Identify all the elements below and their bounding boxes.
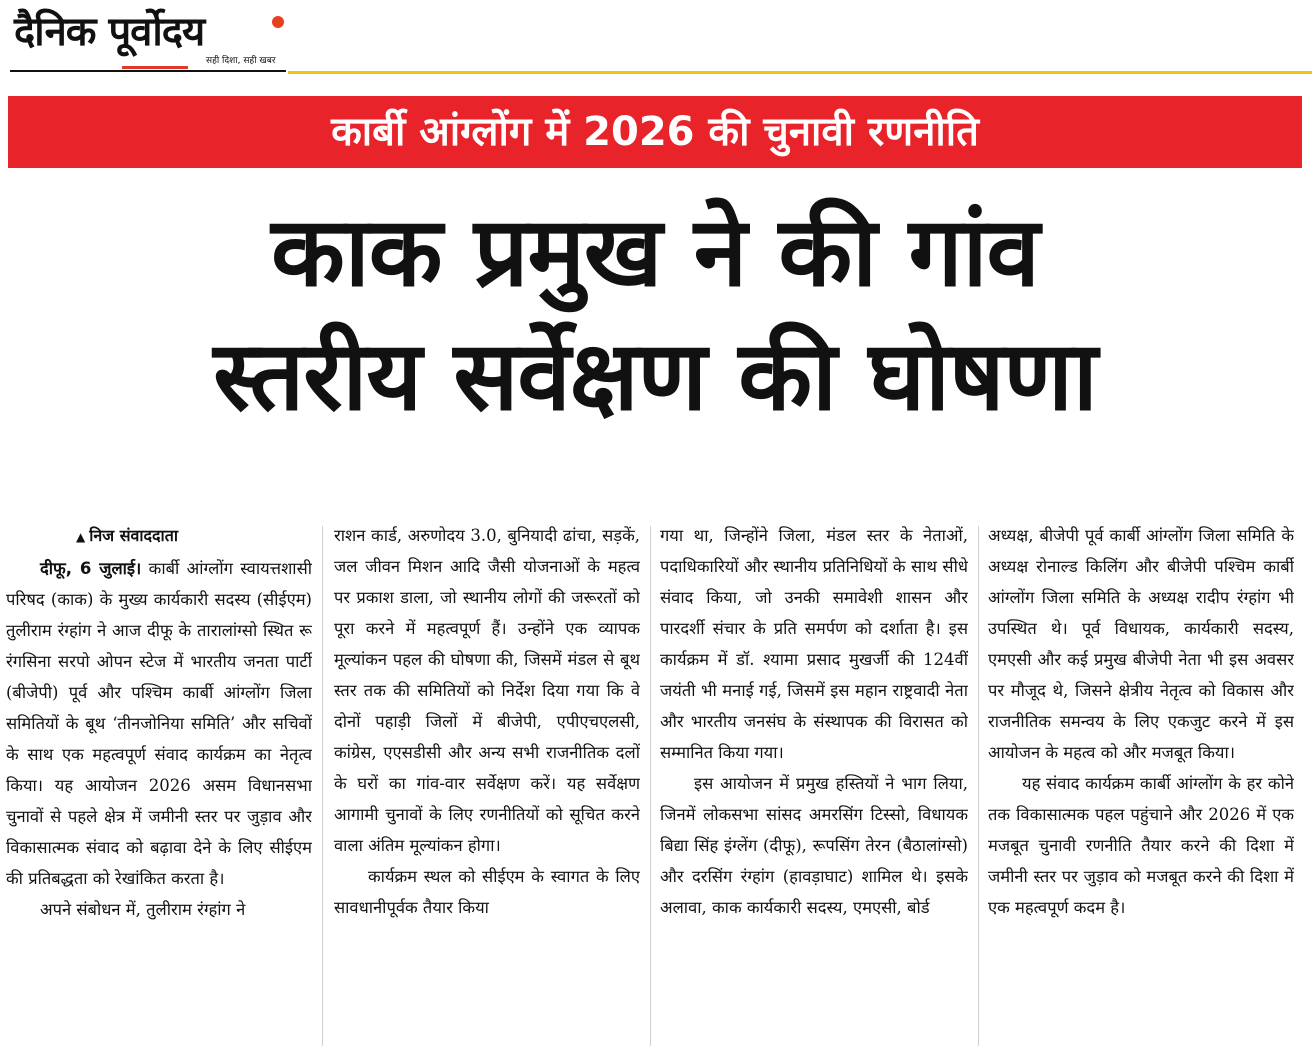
header-rule <box>288 71 1312 74</box>
column-divider <box>978 526 979 1046</box>
article-paragraph: राशन कार्ड, अरुणोदय 3.0, बुनियादी ढांचा, सड़कें, जल जीवन मिशन आदि जैसी योजनाओं के महत्व पर प्रकाश डाला, जो स्थानीय लोगों की जरूरतों को पूरा करने में महत्वपूर्ण हैं। उन्होंने एक व्यापक मूल्यांकन पहल की घोषणा की, जिसमें मंडल से बूथ स्तर तक की समितियों को निर्देश दिया गया कि वे दोनों पहाड़ी जिलों में बीजेपी, एपीएचएलसी, कांग्रेस, एएसडीसी और अन्य सभी राजनीतिक दलों के घरों का गांव-वार सर्वेक्षण करें। यह सर्वेक्षण आगामी चुनावों के लिए रणनीतियों को सूचित करने वाला अंतिम मूल्यांकन होगा। <box>334 526 640 855</box>
article-column-2 <box>334 520 640 1048</box>
column-divider <box>650 526 651 1046</box>
kicker-text: कार्बी आंग्लोंग में 2026 की चुनावी रणनीति <box>331 109 979 155</box>
logo-accent-bar <box>122 66 188 69</box>
article-column-4 <box>988 520 1294 1048</box>
article-paragraph: कार्यक्रम स्थल को सीईएम के स्वागत के लिए सावधानीपूर्वक तैयार किया <box>334 867 640 917</box>
dateline: दीफू, 6 जुलाई। <box>40 559 142 578</box>
article-paragraph: यह संवाद कार्यक्रम कार्बी आंग्लोंग के हर कोने तक विकासात्मक पहल पहुंचाने और 2026 में एक मजबूत चुनावी रणनीति तैयार करने की दिशा में जमीनी स्तर पर जुड़ाव को मजबूत करने की दिशा में एक महत्वपूर्ण कदम है। <box>988 774 1294 917</box>
headline-line-1: काक प्रमुख ने की गांव <box>271 196 1039 308</box>
article-paragraph: गया था, जिन्होंने जिला, मंडल स्तर के नेताओं, पदाधिकारियों और स्थानीय प्रतिनिधियों के साथ सीधे संवाद किया, जो उनकी समावेशी शासन और पारदर्शी संचार के प्रति समर्पण को दर्शाता है। इस कार्यक्रम में डॉ. श्यामा प्रसाद मुखर्जी की 124वीं जयंती भी मनाई गई, जिसमें इस महान राष्ट्रवादी नेता और भारतीय जनसंघ के संस्थापक की विरासत को सम्मानित किया गया। <box>660 526 968 762</box>
column-divider <box>322 526 323 1046</box>
triangle-icon: ▲ <box>76 530 86 544</box>
article-body <box>0 520 1312 1048</box>
newspaper-tagline: सही दिशा, सही खबर <box>206 56 276 66</box>
newspaper-logo: दैनिक पूर्वोदय <box>14 9 205 55</box>
byline-text: निज संवाददाता <box>89 526 178 545</box>
masthead <box>10 6 290 72</box>
byline <box>6 520 312 553</box>
article-paragraph: इस आयोजन में प्रमुख हस्तियों ने भाग लिया, जिनमें लोकसभा सांसद अमरसिंग टिस्सो, विधायक बिद्या सिंह इंग्लेंग (दीफू), रूपसिंग तेरन (बैठालांग्सो) और दरसिंग रंग्हांग (हावड़ाघाट) शामिल थे। इसके अलावा, काक कार्यकारी सदस्य, एमएसी, बोर्ड <box>660 774 968 917</box>
article-paragraph: अपने संबोधन में, तुलीराम रंग्हांग ने <box>40 900 246 919</box>
headline <box>20 190 1290 438</box>
logo-underline <box>10 70 286 72</box>
article-column-3 <box>660 520 968 1048</box>
kicker-banner <box>8 96 1302 168</box>
logo-dot-icon <box>272 16 284 28</box>
article-paragraph <box>6 553 312 894</box>
article-column-1 <box>6 520 312 1048</box>
headline-line-2: स्तरीय सर्वेक्षण की घोषणा <box>213 320 1097 432</box>
article-paragraph: अध्यक्ष, बीजेपी पूर्व कार्बी आंग्लोंग जिला समिति के अध्यक्ष रोनाल्ड किलिंग और बीजेपी पश्चिम कार्बी आंग्लोंग जिला समिति के अध्यक्ष रादीप रंग्हांग भी उपस्थित थे। पूर्व विधायक, कार्यकारी सदस्य, एमएसी और कई प्रमुख बीजेपी नेता भी इस अवसर पर मौजूद थे, जिसने क्षेत्रीय नेतृत्व को विकास और राजनीतिक समन्वय के लिए एकजुट करने में इस आयोजन के महत्व को और मजबूत किया। <box>988 526 1294 762</box>
paragraph-text: कार्बी आंग्लोंग स्वायत्तशासी परिषद (काक) के मुख्य कार्यकारी सदस्य (सीईएम) तुलीराम रंग्हांग ने आज दीफू के तारालांग्सो स्थित रू रंगसिना सरपो ओपन स्टेज में भारतीय जनता पार्टी (बीजेपी) पूर्व और पश्चिम कार्बी आंग्लोंग जिला समितियों के बूथ ‘तीनजोनिया समिति’ और सचिवों के साथ एक महत्वपूर्ण संवाद कार्यक्रम का नेतृत्व किया। यह आयोजन 2026 असम विधानसभा चुनावों से पहले क्षेत्र में जमीनी स्तर पर जुड़ाव और विकासात्मक संवाद को बढ़ावा देने के लिए सीईएम की प्रतिबद्धता को रेखांकित करता है। <box>6 559 312 888</box>
